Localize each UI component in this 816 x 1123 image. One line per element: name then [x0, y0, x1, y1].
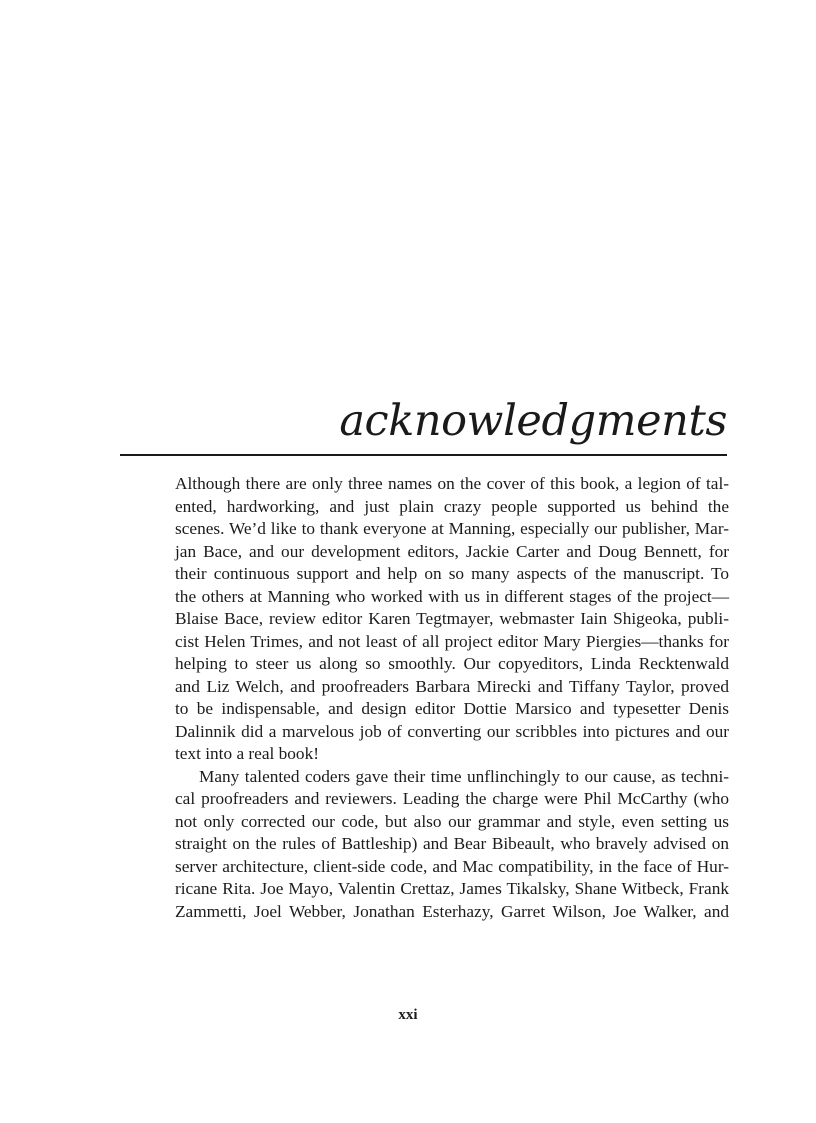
text-line: ricane Rita. Joe Mayo, Valentin Crettaz, James Tikalsky, Shane Witbeck, Frank	[175, 879, 729, 898]
text-line: and Liz Welch, and proofreaders Barbara Mirecki and Tiffany Taylor, proved	[175, 676, 729, 696]
text-line: cist Helen Trimes, and not least of all project editor Mary Piergies—thanks for	[175, 631, 729, 651]
text-line: text into a real book!	[175, 744, 319, 763]
body-text	[175, 473, 729, 923]
text-line: not only corrected our code, but also our grammar and style, even setting us	[175, 811, 729, 831]
text-line: their continuous support and help on so many aspects of the manuscript. To	[175, 564, 729, 583]
text-line: ented, hardworking, and just plain crazy people supported us behind the	[175, 496, 729, 516]
text-line: jan Bace, and our development editors, Jackie Carter and Doug Bennett, for	[175, 541, 729, 561]
text-line: to be indispensable, and design editor Dottie Marsico and typesetter Denis	[175, 699, 729, 718]
text-line: cal proofreaders and reviewers. Leading the charge were Phil McCarthy (who	[175, 789, 729, 808]
text-line: Blaise Bace, review editor Karen Tegtmayer, webmaster Iain Shigeoka, publi-	[175, 609, 729, 628]
paragraph-1	[175, 473, 729, 766]
text-line: server architecture, client-side code, and Mac compatibility, in the face of Hur-	[175, 856, 729, 876]
text-line: straight on the rules of Battleship) and Bear Bibeault, who bravely advised on	[175, 834, 729, 853]
chapter-title: acknowledgments	[339, 396, 727, 446]
text-line: Dalinnik did a marvelous job of converting our scribbles into pictures and our	[175, 721, 729, 741]
text-line: Although there are only three names on the cover of this book, a legion of tal-	[175, 474, 729, 493]
title-rule	[120, 454, 727, 456]
text-line: the others at Manning who worked with us in different stages of the project—	[175, 586, 729, 606]
text-line: Many talented coders gave their time unflinchingly to our cause, as techni-	[199, 766, 729, 786]
text-line: scenes. We’d like to thank everyone at Manning, especially our publisher, Mar-	[175, 519, 729, 538]
page-number: xxi	[398, 1007, 418, 1023]
text-line: helping to steer us along so smoothly. Our copyeditors, Linda Recktenwald	[175, 654, 729, 673]
paragraph-2	[175, 766, 729, 924]
text-line: Zammetti, Joel Webber, Jonathan Esterhazy, Garret Wilson, Joe Walker, and	[175, 901, 729, 921]
